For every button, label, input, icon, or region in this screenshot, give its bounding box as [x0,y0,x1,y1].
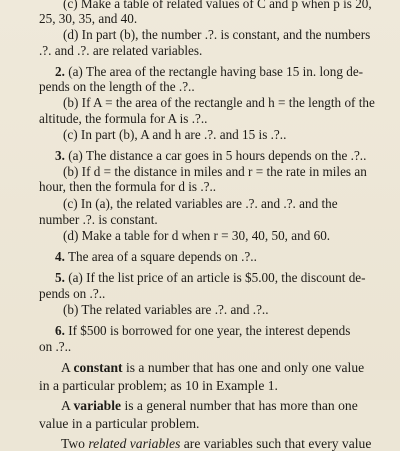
text-line-26: Two related variables are variables such that every value [61,436,372,451]
text-line-25: value in a particular problem. [39,416,200,431]
text-line-23: in a particular problem; as 10 in Example 1. [39,378,278,393]
text-line-3: (d) In part (b), the number .?. is constant, and the numbers [63,27,371,42]
text-line-6: pends on the length of the .?.. [39,79,195,94]
text-line-4: .?. and .?. are related variables. [39,43,203,58]
text-line-20: 6. If $500 is borrowed for one year, the interest depends [55,323,351,338]
text-line-24: A variable is a general number that has more than one [61,398,358,413]
text-line-1: (c) Make a table of related values of C and p when p is 20, [63,0,372,11]
text-line-18: pends on .?.. [39,286,106,301]
text-line-22: A constant is a number that has one and only one value [61,360,365,375]
text-line-10: 3. (a) The distance a car goes in 5 hours depends on the .?.. [55,148,367,163]
text-line-15: (d) Make a table for d when r = 30, 40, 50, and 60. [63,228,331,243]
text-line-5: 2. (a) The area of the rectangle having base 15 in. long de- [55,64,364,79]
text-line-19: (b) The related variables are .?. and .?.. [63,302,269,317]
text-line-16: 4. The area of a square depends on .?.. [55,249,257,264]
text-line-17: 5. (a) If the list price of an article is $5.00, the discount de- [55,270,366,285]
text-line-9: (c) In part (b), A and h are .?. and 15 is .?.. [63,127,287,142]
text-line-7: (b) If A = the area of the rectangle and h = the length of the [63,95,375,110]
text-line-21: on .?.. [39,339,72,354]
text-line-8: altitude, the formula for A is .?.. [39,111,208,126]
text-line-13: (c) In (a), the related variables are .?. and .?. and the [63,196,338,211]
text-line-11: (b) If d = the distance in miles and r = the rate in miles an [63,164,367,179]
text-line-12: hour, then the formula for d is .?.. [39,179,217,194]
text-line-14: number .?. is constant. [39,212,158,227]
text-line-2: 25, 30, 35, and 40. [39,11,138,26]
